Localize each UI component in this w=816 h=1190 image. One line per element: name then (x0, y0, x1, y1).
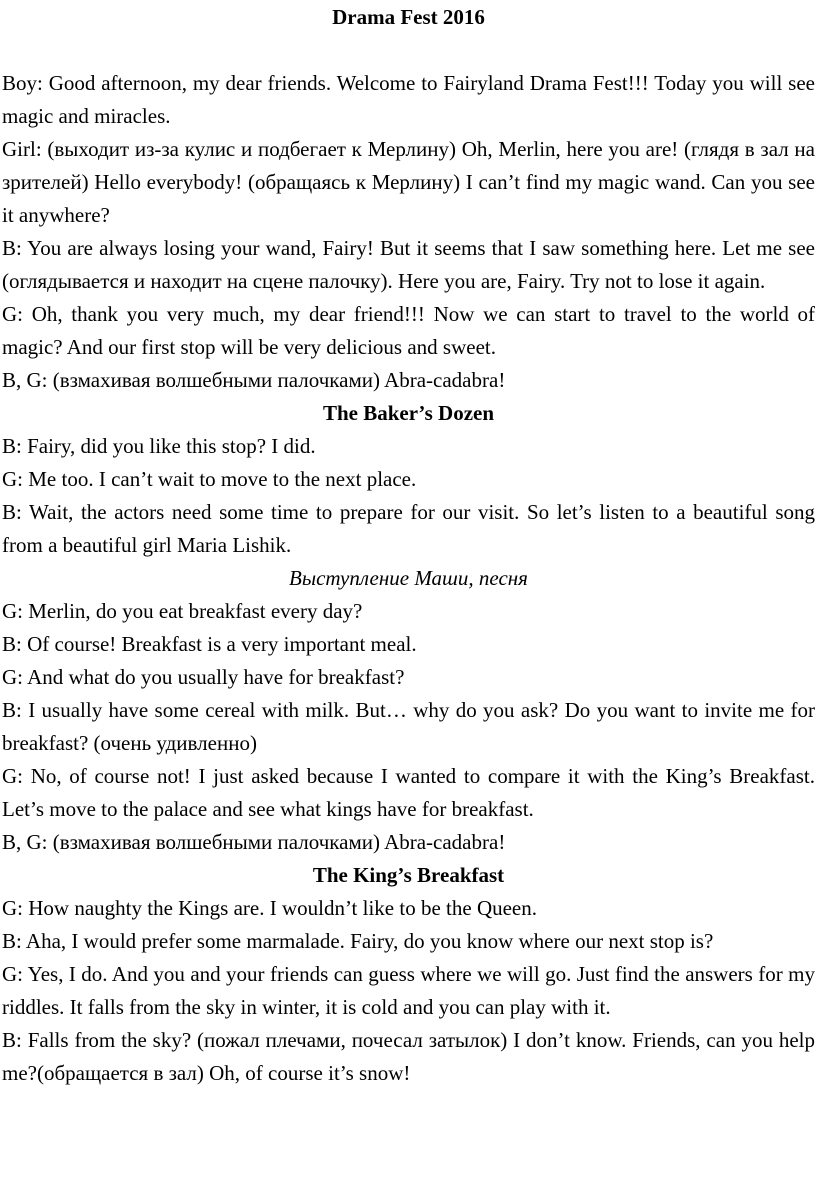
dialogue-paragraph: G: And what do you usually have for breakfast? (2, 665, 405, 689)
dialogue-paragraph: B: Fairy, did you like this stop? I did. (2, 434, 316, 458)
dialogue-paragraph: G: Me too. I can’t wait to move to the next place. (2, 467, 417, 491)
dialogue-paragraph: G: How naughty the Kings are. I wouldn’t like to be the Queen. (2, 896, 537, 920)
dialogue-paragraph: B: I usually have some cereal with milk. But… why do you ask? Do you want to invite me for breakfast? (очень удивленно) (2, 698, 815, 755)
document-page (2, 0, 815, 1090)
dialogue-paragraph: B: Aha, I would prefer some marmalade. Fairy, do you know where our next stop is? (2, 929, 714, 953)
dialogue-paragraph: B: Falls from the sky? (пожал плечами, почесал затылок) I don’t know. Friends, can you help me?(обращается в зал) Oh, of course it’s snow! (2, 1028, 815, 1085)
dialogue-paragraph: B: You are always losing your wand, Fairy! But it seems that I saw something here. Let me see (оглядывается и находит на сцене палочку). Here you are, Fairy. Try not to lose it again. (2, 236, 815, 293)
dialogue-paragraph: Boy: Good afternoon, my dear friends. Welcome to Fairyland Drama Fest!!! Today you will see magic and miracles. (2, 71, 815, 128)
title-spacer (2, 34, 815, 67)
dialogue-paragraph: G: Oh, thank you very much, my dear friend!!! Now we can start to travel to the world of magic? And our first stop will be very delicious and sweet. (2, 302, 815, 359)
dialogue-paragraph: G: Merlin, do you eat breakfast every day? (2, 599, 363, 623)
dialogue-paragraph: B: Wait, the actors need some time to prepare for our visit. So let’s listen to a beautiful song from a beautiful girl Maria Lishik. (2, 500, 815, 557)
document-body (2, 67, 815, 1090)
section-heading: The King’s Breakfast (312, 863, 505, 887)
dialogue-paragraph: B: Of course! Breakfast is a very important meal. (2, 632, 417, 656)
dialogue-paragraph: B, G: (взмахивая волшебными палочками) Abra-cadabra! (2, 830, 506, 854)
dialogue-paragraph: G: No, of course not! I just asked because I wanted to compare it with the King’s Breakfast. Let’s move to the palace and see what kings have for breakfast. (2, 764, 815, 821)
dialogue-paragraph: G: Yes, I do. And you and your friends can guess where we will go. Just find the answers for my riddles. It falls from the sky in winter, it is cold and you can play with it. (2, 962, 815, 1019)
stage-direction: Выступление Маши, песня (289, 566, 528, 590)
document-title: Drama Fest 2016 (332, 5, 485, 29)
dialogue-paragraph: B, G: (взмахивая волшебными палочками) Abra-cadabra! (2, 368, 506, 392)
dialogue-paragraph: Girl: (выходит из-за кулис и подбегает к Мерлину) Oh, Merlin, here you are! (глядя в зал на зрителей) Hello everybody! (обращаясь к Мерлину) I can’t find my magic wand. Can you see it anywhere? (2, 137, 815, 227)
section-heading: The Baker’s Dozen (322, 401, 495, 425)
